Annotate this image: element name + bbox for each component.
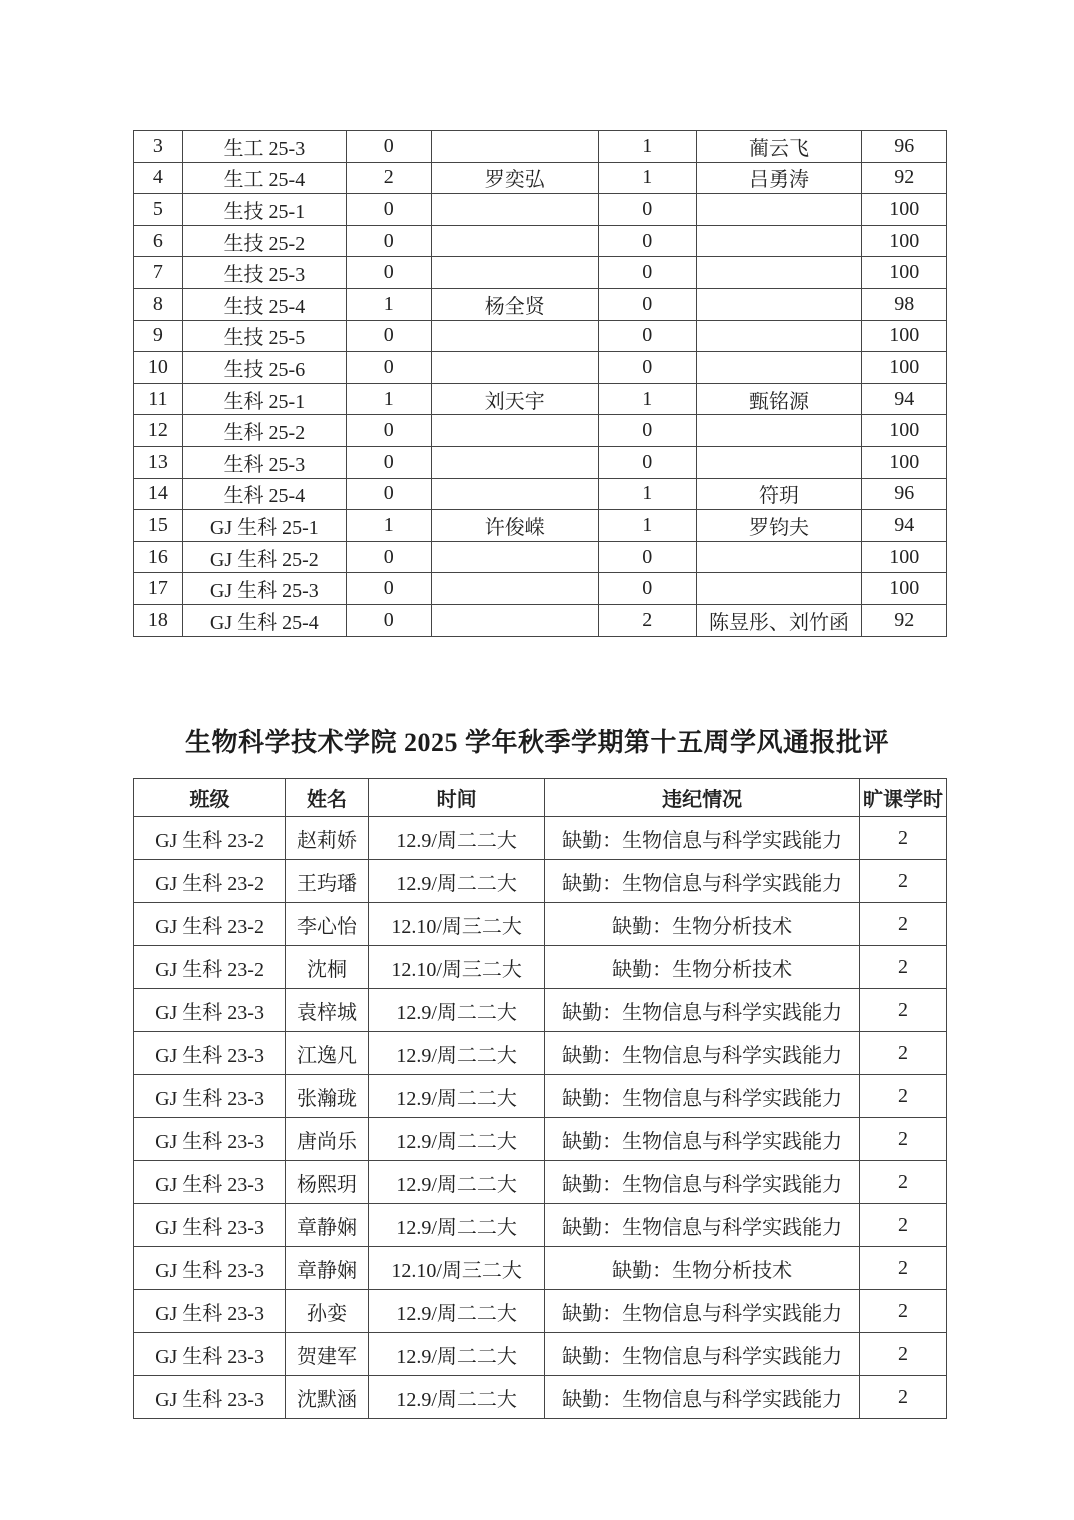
- class-name-cell: 生技 25-1: [182, 194, 346, 226]
- class-cell: GJ 生科 23-2: [134, 946, 286, 989]
- header-violation: 违纪情况: [545, 779, 860, 817]
- score-cell: 100: [862, 446, 947, 478]
- class-cell: GJ 生科 23-3: [134, 1075, 286, 1118]
- table-row: [134, 860, 947, 903]
- count-1-cell: 1: [346, 383, 431, 415]
- names-2-cell: 甄铭源: [696, 383, 862, 415]
- count-1-cell: 0: [346, 446, 431, 478]
- table-row: [134, 817, 947, 860]
- class-cell: GJ 生科 23-3: [134, 1376, 286, 1419]
- class-name-cell: 生技 25-3: [182, 257, 346, 289]
- class-cell: GJ 生科 23-2: [134, 903, 286, 946]
- violation-cell: 缺勤：生物信息与科学实践能力: [545, 1032, 860, 1075]
- count-1-cell: 0: [346, 541, 431, 573]
- header-name: 姓名: [286, 779, 369, 817]
- names-2-cell: [696, 541, 862, 573]
- count-2-cell: 1: [599, 478, 697, 510]
- count-2-cell: 1: [599, 131, 697, 163]
- table-row: [134, 1376, 947, 1419]
- row-number-cell: 13: [134, 446, 183, 478]
- time-cell: 12.9/周二二大: [368, 1290, 544, 1333]
- table-row: [134, 257, 947, 289]
- count-1-cell: 0: [346, 320, 431, 352]
- time-cell: 12.9/周二二大: [368, 1075, 544, 1118]
- hours-cell: 2: [859, 903, 946, 946]
- count-2-cell: 2: [599, 604, 697, 636]
- count-2-cell: 0: [599, 225, 697, 257]
- class-cell: GJ 生科 23-2: [134, 817, 286, 860]
- table-row: [134, 1161, 947, 1204]
- class-name-cell: GJ 生科 25-1: [182, 510, 346, 542]
- hours-cell: 2: [859, 1290, 946, 1333]
- violation-cell: 缺勤：生物分析技术: [545, 946, 860, 989]
- class-cell: GJ 生科 23-3: [134, 1290, 286, 1333]
- class-name-cell: GJ 生科 25-3: [182, 573, 346, 605]
- names-1-cell: 刘天宇: [431, 383, 598, 415]
- time-cell: 12.9/周二二大: [368, 1376, 544, 1419]
- class-name-cell: 生技 25-2: [182, 225, 346, 257]
- row-number-cell: 7: [134, 257, 183, 289]
- count-1-cell: 0: [346, 604, 431, 636]
- score-cell: 92: [862, 162, 947, 194]
- row-number-cell: 12: [134, 415, 183, 447]
- table-row: [134, 415, 947, 447]
- hours-cell: 2: [859, 860, 946, 903]
- row-number-cell: 18: [134, 604, 183, 636]
- violation-cell: 缺勤：生物分析技术: [545, 1247, 860, 1290]
- class-name-cell: GJ 生科 25-2: [182, 541, 346, 573]
- hours-cell: 2: [859, 817, 946, 860]
- row-number-cell: 4: [134, 162, 183, 194]
- count-1-cell: 1: [346, 288, 431, 320]
- table-row: [134, 989, 947, 1032]
- violation-cell: 缺勤：生物信息与科学实践能力: [545, 1290, 860, 1333]
- row-number-cell: 16: [134, 541, 183, 573]
- table-row: [134, 541, 947, 573]
- names-2-cell: [696, 415, 862, 447]
- row-number-cell: 8: [134, 288, 183, 320]
- hours-cell: 2: [859, 1376, 946, 1419]
- hours-cell: 2: [859, 1161, 946, 1204]
- score-cell: 100: [862, 352, 947, 384]
- table-row: [134, 352, 947, 384]
- count-2-cell: 1: [599, 162, 697, 194]
- count-1-cell: 0: [346, 478, 431, 510]
- violation-cell: 缺勤：生物信息与科学实践能力: [545, 989, 860, 1032]
- name-cell: 江逸凡: [286, 1032, 369, 1075]
- violation-cell: 缺勤：生物分析技术: [545, 903, 860, 946]
- row-number-cell: 11: [134, 383, 183, 415]
- violation-cell: 缺勤：生物信息与科学实践能力: [545, 1333, 860, 1376]
- row-number-cell: 14: [134, 478, 183, 510]
- score-cell: 94: [862, 383, 947, 415]
- class-name-cell: 生工 25-3: [182, 131, 346, 163]
- table-row: [134, 1032, 947, 1075]
- time-cell: 12.10/周三二大: [368, 946, 544, 989]
- count-2-cell: 0: [599, 257, 697, 289]
- count-1-cell: 0: [346, 573, 431, 605]
- table-row: [134, 320, 947, 352]
- names-2-cell: 罗钧夫: [696, 510, 862, 542]
- table-row: [134, 510, 947, 542]
- names-2-cell: [696, 320, 862, 352]
- class-name-cell: 生工 25-4: [182, 162, 346, 194]
- count-2-cell: 0: [599, 446, 697, 478]
- names-1-cell: [431, 131, 598, 163]
- class-cell: GJ 生科 23-3: [134, 1247, 286, 1290]
- class-name-cell: 生技 25-4: [182, 288, 346, 320]
- header-hours: 旷课学时: [859, 779, 946, 817]
- names-2-cell: [696, 288, 862, 320]
- violation-cell: 缺勤：生物信息与科学实践能力: [545, 1161, 860, 1204]
- names-2-cell: [696, 225, 862, 257]
- class-name-cell: 生科 25-3: [182, 446, 346, 478]
- header-time: 时间: [368, 779, 544, 817]
- attendance-summary-body: [134, 131, 947, 637]
- count-1-cell: 2: [346, 162, 431, 194]
- class-name-cell: 生科 25-1: [182, 383, 346, 415]
- class-cell: GJ 生科 23-3: [134, 1204, 286, 1247]
- header-class: 班级: [134, 779, 286, 817]
- names-1-cell: [431, 225, 598, 257]
- table-row: [134, 162, 947, 194]
- hours-cell: 2: [859, 1075, 946, 1118]
- names-1-cell: 许俊嵘: [431, 510, 598, 542]
- name-cell: 张瀚珑: [286, 1075, 369, 1118]
- names-1-cell: 罗奕弘: [431, 162, 598, 194]
- names-1-cell: [431, 257, 598, 289]
- count-1-cell: 1: [346, 510, 431, 542]
- count-2-cell: 0: [599, 415, 697, 447]
- table-row: [134, 1333, 947, 1376]
- violation-cell: 缺勤：生物信息与科学实践能力: [545, 1075, 860, 1118]
- class-cell: GJ 生科 23-3: [134, 1333, 286, 1376]
- score-cell: 100: [862, 225, 947, 257]
- attendance-summary-table: [133, 130, 947, 637]
- hours-cell: 2: [859, 1333, 946, 1376]
- name-cell: 袁梓城: [286, 989, 369, 1032]
- table-row: [134, 604, 947, 636]
- name-cell: 沈默涵: [286, 1376, 369, 1419]
- names-1-cell: [431, 194, 598, 226]
- count-1-cell: 0: [346, 131, 431, 163]
- table-row: [134, 446, 947, 478]
- names-2-cell: [696, 446, 862, 478]
- names-2-cell: 吕勇涛: [696, 162, 862, 194]
- row-number-cell: 15: [134, 510, 183, 542]
- violation-cell: 缺勤：生物信息与科学实践能力: [545, 1204, 860, 1247]
- score-cell: 100: [862, 320, 947, 352]
- name-cell: 章静娴: [286, 1247, 369, 1290]
- class-name-cell: 生科 25-2: [182, 415, 346, 447]
- name-cell: 贺建军: [286, 1333, 369, 1376]
- names-1-cell: [431, 320, 598, 352]
- names-1-cell: [431, 573, 598, 605]
- time-cell: 12.9/周二二大: [368, 1032, 544, 1075]
- table-row: [134, 946, 947, 989]
- row-number-cell: 9: [134, 320, 183, 352]
- hours-cell: 2: [859, 1032, 946, 1075]
- violation-detail-table: [133, 778, 947, 1419]
- time-cell: 12.9/周二二大: [368, 1333, 544, 1376]
- header-row: [134, 779, 947, 817]
- score-cell: 100: [862, 415, 947, 447]
- row-number-cell: 6: [134, 225, 183, 257]
- table-row: [134, 1204, 947, 1247]
- hours-cell: 2: [859, 946, 946, 989]
- names-1-cell: [431, 446, 598, 478]
- count-2-cell: 0: [599, 541, 697, 573]
- table-row: [134, 194, 947, 226]
- violation-cell: 缺勤：生物信息与科学实践能力: [545, 1376, 860, 1419]
- score-cell: 96: [862, 478, 947, 510]
- names-1-cell: [431, 541, 598, 573]
- names-2-cell: [696, 257, 862, 289]
- table-row: [134, 903, 947, 946]
- time-cell: 12.9/周二二大: [368, 817, 544, 860]
- score-cell: 94: [862, 510, 947, 542]
- row-number-cell: 3: [134, 131, 183, 163]
- names-2-cell: [696, 573, 862, 605]
- count-2-cell: 0: [599, 573, 697, 605]
- time-cell: 12.9/周二二大: [368, 860, 544, 903]
- class-name-cell: GJ 生科 25-4: [182, 604, 346, 636]
- time-cell: 12.10/周三二大: [368, 903, 544, 946]
- class-name-cell: 生技 25-6: [182, 352, 346, 384]
- names-2-cell: 符玥: [696, 478, 862, 510]
- count-2-cell: 0: [599, 320, 697, 352]
- violation-cell: 缺勤：生物信息与科学实践能力: [545, 817, 860, 860]
- table-row: [134, 288, 947, 320]
- table-row: [134, 1247, 947, 1290]
- names-2-cell: 陈昱彤、刘竹函: [696, 604, 862, 636]
- name-cell: 赵莉娇: [286, 817, 369, 860]
- class-name-cell: 生技 25-5: [182, 320, 346, 352]
- time-cell: 12.9/周二二大: [368, 1204, 544, 1247]
- table-row: [134, 573, 947, 605]
- name-cell: 王玙璠: [286, 860, 369, 903]
- count-1-cell: 0: [346, 415, 431, 447]
- table-row: [134, 1118, 947, 1161]
- names-2-cell: [696, 194, 862, 226]
- name-cell: 章静娴: [286, 1204, 369, 1247]
- class-cell: GJ 生科 23-3: [134, 1161, 286, 1204]
- table-row: [134, 383, 947, 415]
- hours-cell: 2: [859, 989, 946, 1032]
- violation-table-body: [134, 817, 947, 1419]
- class-cell: GJ 生科 23-2: [134, 860, 286, 903]
- attendance-summary-table-wrap: [133, 130, 947, 637]
- score-cell: 100: [862, 257, 947, 289]
- row-number-cell: 10: [134, 352, 183, 384]
- time-cell: 12.9/周二二大: [368, 1118, 544, 1161]
- names-1-cell: [431, 478, 598, 510]
- notice-title: 生物科学技术学院 2025 学年秋季学期第十五周学风通报批评: [184, 728, 889, 757]
- count-1-cell: 0: [346, 257, 431, 289]
- time-cell: 12.9/周二二大: [368, 989, 544, 1032]
- table-row: [134, 131, 947, 163]
- table-row: [134, 1075, 947, 1118]
- violation-detail-table-wrap: [133, 778, 947, 1419]
- name-cell: 唐尚乐: [286, 1118, 369, 1161]
- count-1-cell: 0: [346, 225, 431, 257]
- hours-cell: 2: [859, 1204, 946, 1247]
- count-1-cell: 0: [346, 194, 431, 226]
- class-cell: GJ 生科 23-3: [134, 1118, 286, 1161]
- class-cell: GJ 生科 23-3: [134, 989, 286, 1032]
- name-cell: 李心怡: [286, 903, 369, 946]
- violation-cell: 缺勤：生物信息与科学实践能力: [545, 1118, 860, 1161]
- names-2-cell: [696, 352, 862, 384]
- count-2-cell: 0: [599, 352, 697, 384]
- names-1-cell: [431, 604, 598, 636]
- names-1-cell: 杨全贤: [431, 288, 598, 320]
- name-cell: 孙娈: [286, 1290, 369, 1333]
- class-cell: GJ 生科 23-3: [134, 1032, 286, 1075]
- name-cell: 沈桐: [286, 946, 369, 989]
- score-cell: 100: [862, 194, 947, 226]
- score-cell: 98: [862, 288, 947, 320]
- score-cell: 92: [862, 604, 947, 636]
- table-row: [134, 1290, 947, 1333]
- class-name-cell: 生科 25-4: [182, 478, 346, 510]
- table-row: [134, 478, 947, 510]
- violation-cell: 缺勤：生物信息与科学实践能力: [545, 860, 860, 903]
- hours-cell: 2: [859, 1247, 946, 1290]
- score-cell: 100: [862, 573, 947, 605]
- score-cell: 100: [862, 541, 947, 573]
- row-number-cell: 5: [134, 194, 183, 226]
- time-cell: 12.9/周二二大: [368, 1161, 544, 1204]
- names-1-cell: [431, 352, 598, 384]
- count-2-cell: 0: [599, 288, 697, 320]
- row-number-cell: 17: [134, 573, 183, 605]
- violation-table-header: [134, 779, 947, 817]
- hours-cell: 2: [859, 1118, 946, 1161]
- count-1-cell: 0: [346, 352, 431, 384]
- score-cell: 96: [862, 131, 947, 163]
- count-2-cell: 1: [599, 383, 697, 415]
- table-row: [134, 225, 947, 257]
- names-2-cell: 蔺云飞: [696, 131, 862, 163]
- count-2-cell: 0: [599, 194, 697, 226]
- name-cell: 杨熙玥: [286, 1161, 369, 1204]
- time-cell: 12.10/周三二大: [368, 1247, 544, 1290]
- count-2-cell: 1: [599, 510, 697, 542]
- names-1-cell: [431, 415, 598, 447]
